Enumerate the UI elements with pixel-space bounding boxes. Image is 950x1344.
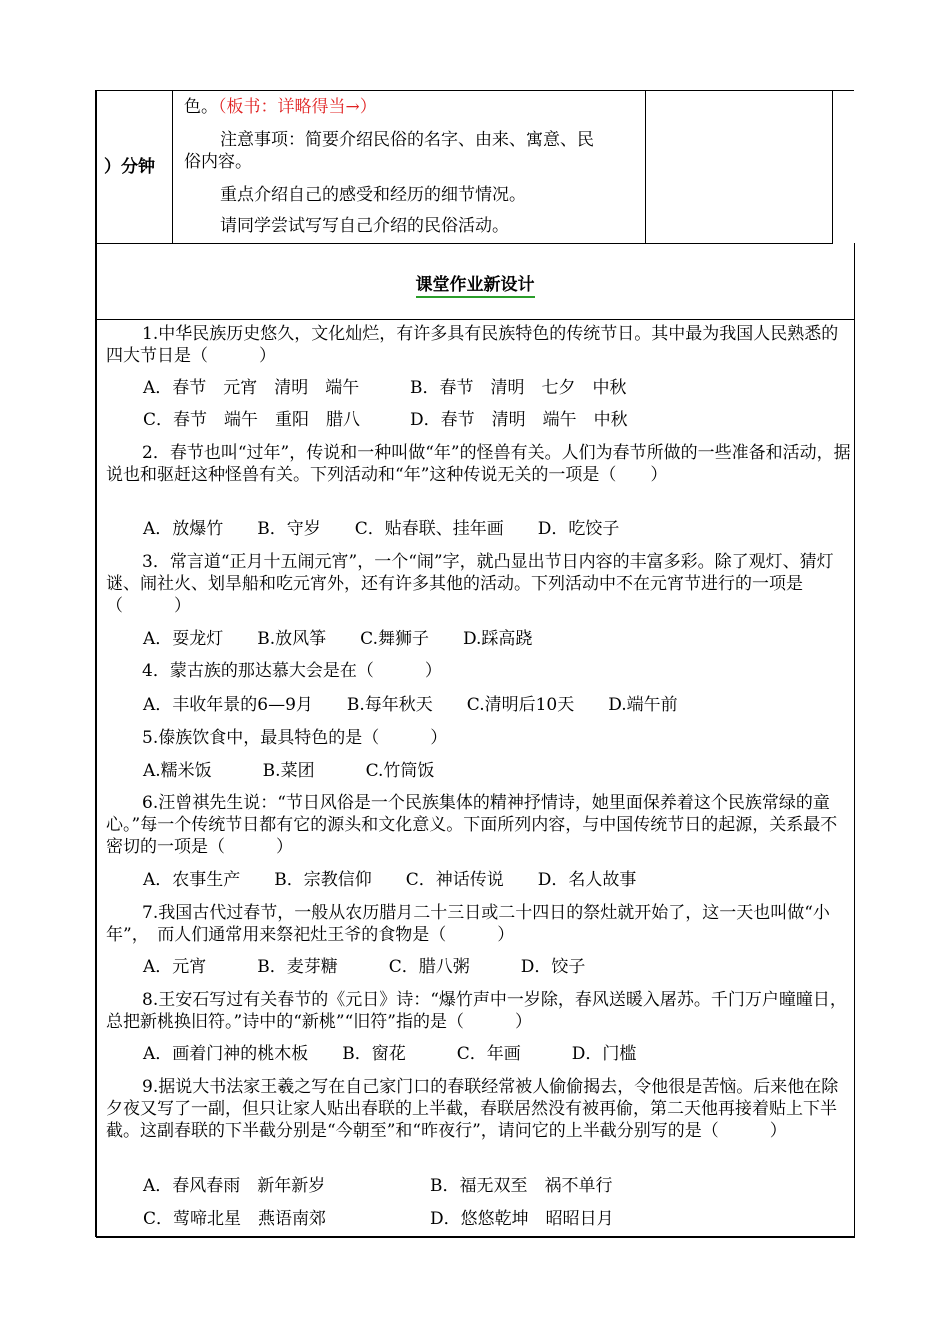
question-4: 4．蒙古族的那达慕大会是在（ ）: [142, 661, 442, 681]
section-title: [0, 270, 950, 295]
table-border-left: [95, 90, 97, 1237]
table-col-divider-3: [832, 90, 833, 243]
table-border-bottom: [96, 1236, 855, 1238]
question-9-option-d: D．悠悠乾坤 昭昭日月: [430, 1209, 614, 1229]
question-6-options: A．农事生产 B．宗教信仰 C．神话传说 D．名人故事: [143, 870, 637, 890]
question-3-options: A．耍龙灯 B.放风筝 C.舞狮子 D.踩高跷: [143, 629, 533, 649]
table-row-divider: [96, 243, 833, 244]
question-9-option-b: B．福无双至 祸不单行: [430, 1176, 613, 1196]
table-border-top-ext: [832, 90, 854, 91]
table-border-top: [96, 90, 854, 91]
notice-line-2: 俗内容。: [184, 152, 252, 172]
table-col-divider-2: [645, 90, 646, 243]
question-2: 2．春节也叫“过年”，传说和一种叫做“年”的怪兽有关。人们为春节所做的一些准备和活动，据说也和驱赶这种怪兽有关。下列活动和“年”这种传说无关的一项是（ ）: [106, 443, 851, 485]
blackboard-note: （板书：详略得当→）: [218, 97, 377, 117]
question-8: 8.王安石写过有关春节的《元日》诗：“爆竹声中一岁除，春风送暖入屠苏。千门万户曈曈日，总把新桃换旧符。”诗中的“新桃”“旧符”指的是（ ）: [106, 990, 847, 1032]
time-label: ）分钟: [104, 157, 155, 177]
notice-line-1: 注意事项：简要介绍民俗的名字、由来、寓意、民: [220, 130, 594, 150]
question-7-options: A．元宵 B．麦芽糖 C．腊八粥 D．饺子: [143, 957, 586, 977]
focus-paragraph: 重点介绍自己的感受和经历的细节情况。: [220, 185, 526, 205]
question-8-options: A．画着门神的桃木板 B．窗花 C．年画 D．门槛: [143, 1044, 637, 1064]
section-title-text: 课堂作业新设计: [416, 275, 535, 298]
question-1-option-c: C．春节 端午 重阳 腊八: [143, 410, 361, 430]
question-3: 3．常言道“正月十五闹元宵”，一个“闹”字，就凸显出节日内容的丰富多彩。除了观灯、猜灯谜、闹社火、划旱船和吃元宵外，还有许多其他的活动。下列活动中不在元宵节进行的一项是（ ）: [106, 552, 834, 616]
question-1-option-b: B．春节 清明 七夕 中秋: [410, 378, 627, 398]
activity-line-1-text: 色。: [184, 97, 218, 117]
table-col-divider-1: [172, 90, 173, 243]
activity-line-1: [184, 96, 377, 118]
question-9: 9.据说大书法家王羲之写在自己家门口的春联经常被人偷偷揭去，令他很是苦恼。后来他在除夕夜又写了一副，但只让家人贴出春联的上半截，春联居然没有被再偷，第二天他再接着贴上下半截。这副春联的下半截分别是“今朝至”和“昨夜行”，请问它的上半截分别写的是（ ）: [106, 1077, 839, 1141]
question-7: 7.我国古代过春节，一般从农历腊月二十三日或二十四日的祭灶就开始了，这一天也叫做“小年”， 而人们通常用来祭祀灶王爷的食物是（ ）: [106, 903, 830, 945]
section-title-divider: [96, 319, 854, 320]
question-4-options: A．丰收年景的6—9月 B.每年秋天 C.清明后10天 D.端午前: [143, 695, 678, 715]
question-1-option-a: A．春节 元宵 清明 端午: [143, 378, 360, 398]
question-9-option-a: A．春风春雨 新年新岁: [143, 1176, 326, 1196]
question-1: 1.中华民族历史悠久，文化灿烂，有许多具有民族特色的传统节日。其中最为我国人民熟悉的四大节日是（ ）: [106, 324, 839, 366]
question-1-option-d: D．春节 清明 端午 中秋: [410, 410, 628, 430]
write-paragraph: 请同学尝试写写自己介绍的民俗活动。: [220, 216, 509, 236]
table-border-right: [854, 243, 855, 1237]
question-6: 6.汪曾祺先生说：“节日风俗是一个民族集体的精神抒情诗，她里面保养着这个民族常绿的童心。”每一个传统节日都有它的源头和文化意义。下面所列内容，与中国传统节日的起源，关系最不密切的一项是（ ）: [106, 793, 838, 857]
question-9-option-c: C．莺啼北星 燕语南郊: [143, 1209, 327, 1229]
question-5: 5.傣族饮食中，最具特色的是（ ）: [142, 728, 448, 748]
question-5-options: A.糯米饭 B.菜团 C.竹筒饭: [143, 761, 435, 781]
question-2-options: A．放爆竹 B．守岁 C．贴春联、挂年画 D．吃饺子: [143, 519, 620, 539]
